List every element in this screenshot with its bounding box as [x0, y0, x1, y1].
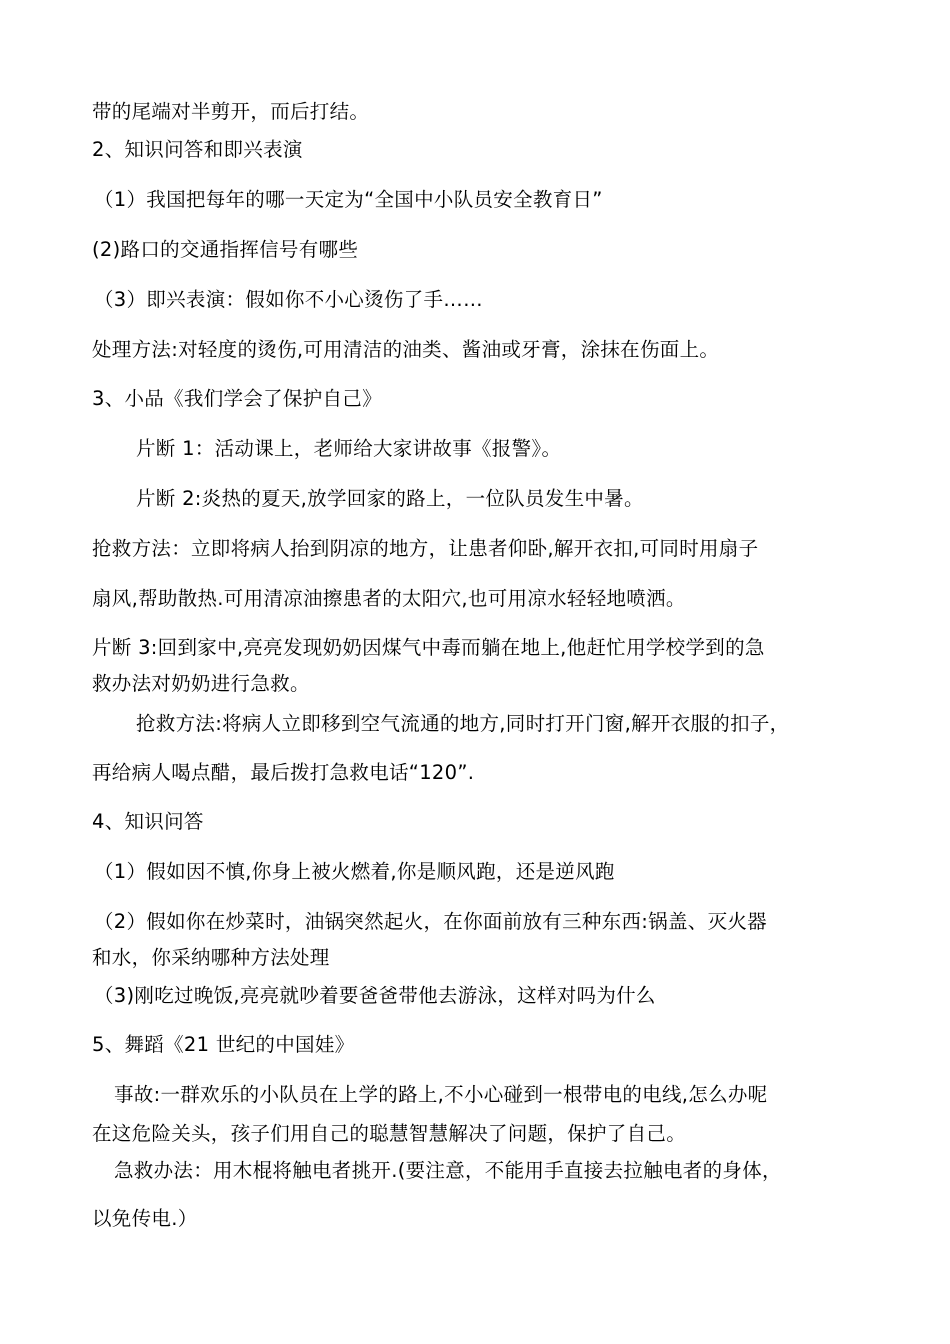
paragraph-line: 急救办法：用木棍将触电者挑开.(要注意，不能用手直接去拉触电者的身体，	[114, 1159, 782, 1182]
section-heading-3: 3、小品《我们学会了保护自己》	[92, 387, 382, 410]
section-heading-2: 2、知识问答和即兴表演	[92, 138, 303, 161]
paragraph-line: 片断 1：活动课上，老师给大家讲故事《报警》。	[136, 437, 562, 460]
paragraph-line: 片断 2:炎热的夏天,放学回家的路上，一位队员发生中暑。	[136, 487, 644, 510]
paragraph-line: 事故:一群欢乐的小队员在上学的路上,不小心碰到一根带电的电线,怎么办呢	[114, 1083, 768, 1106]
paragraph-line: 处理方法:对轻度的烫伤,可用清洁的油类、酱油或牙膏，涂抹在伤面上。	[92, 338, 720, 361]
paragraph-line: 在这危险关头，孩子们用自己的聪慧智慧解决了问题，保护了自己。	[92, 1122, 687, 1145]
paragraph-line: 抢救方法：立即将病人抬到阴凉的地方，让患者仰卧,解开衣扣,可同时用扇子	[92, 537, 759, 560]
section-heading-5: 5、舞蹈《21 世纪的中国娃》	[92, 1033, 355, 1056]
question-line: (2)路口的交通指挥信号有哪些	[92, 238, 359, 261]
paragraph-line: 带的尾端对半剪开，而后打结。	[92, 100, 370, 123]
paragraph-line: 抢救方法:将病人立即移到空气流通的地方,同时打开门窗,解开衣服的扣子，	[136, 712, 790, 735]
paragraph-line: 救办法对奶奶进行急救。	[92, 672, 310, 695]
question-line: （2）假如你在炒菜时，油锅突然起火，在你面前放有三种东西:锅盖、灭火器	[94, 910, 767, 933]
paragraph-line: 片断 3:回到家中,亮亮发现奶奶因煤气中毒而躺在地上,他赶忙用学校学到的急	[92, 636, 765, 659]
question-line: （3）即兴表演：假如你不小心烫伤了手……	[94, 288, 483, 311]
paragraph-line: 以免传电.）	[92, 1207, 198, 1230]
question-line: 和水，你采纳哪种方法处理	[92, 946, 330, 969]
question-line: （1）假如因不慎,你身上被火燃着,你是顺风跑，还是逆风跑	[94, 860, 615, 883]
question-line: （3)刚吃过晚饭,亮亮就吵着要爸爸带他去游泳，这样对吗为什么	[94, 984, 656, 1007]
question-line: （1）我国把每年的哪一天定为“全国中小队员安全教育日”	[94, 188, 603, 211]
paragraph-line: 扇风,帮助散热.可用清凉油擦患者的太阳穴,也可用凉水轻轻地喷洒。	[92, 587, 686, 610]
paragraph-line: 再给病人喝点醋，最后拨打急救电话“120”.	[92, 761, 475, 784]
section-heading-4: 4、知识问答	[92, 810, 204, 833]
